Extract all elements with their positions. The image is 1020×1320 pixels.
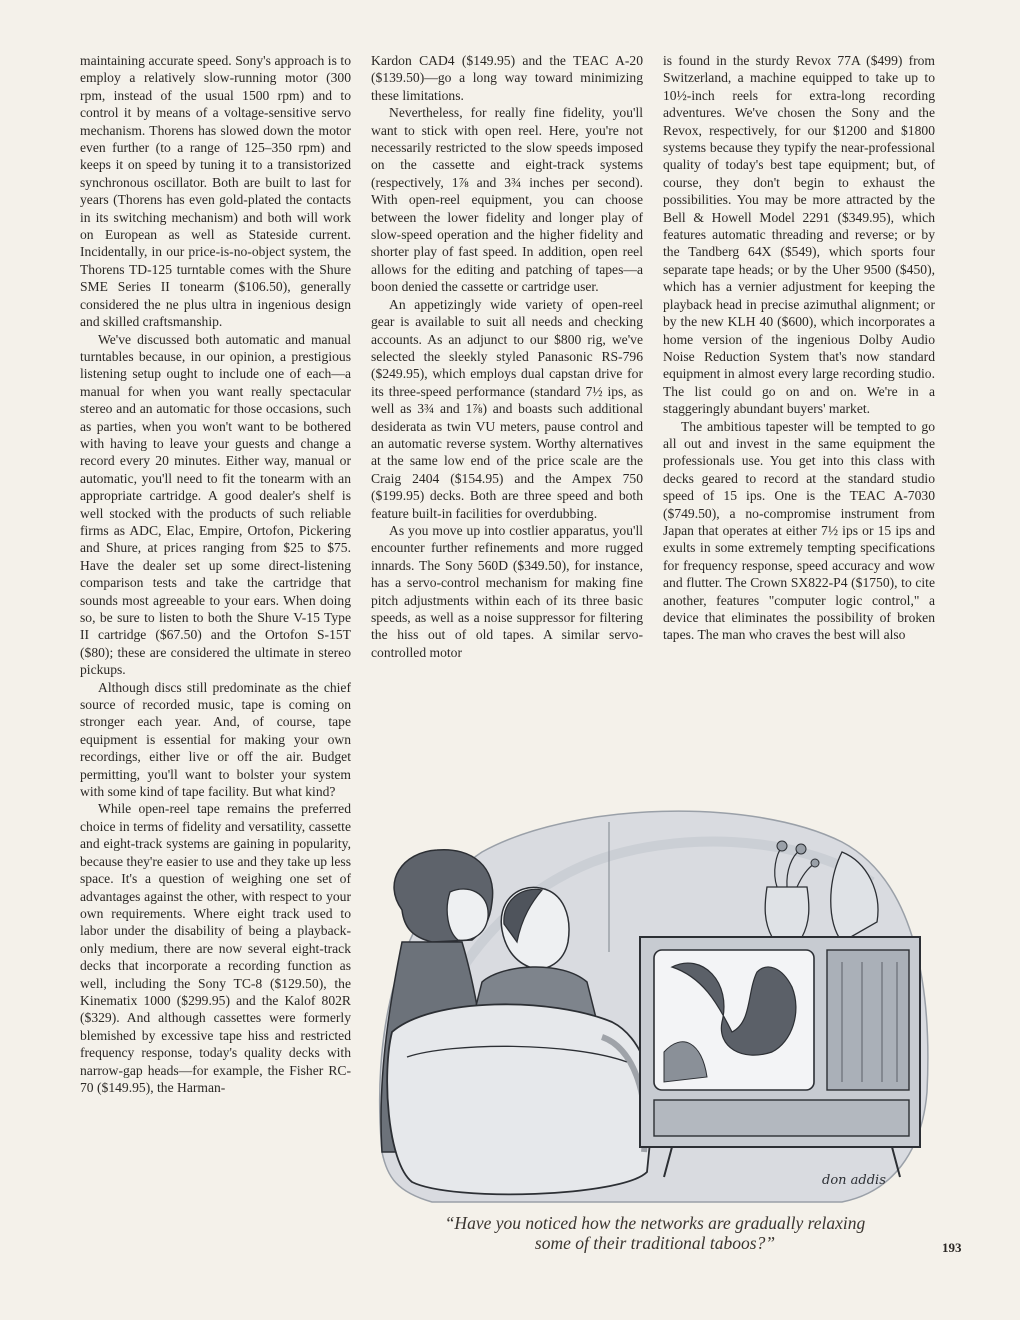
paragraph: We've discussed both automatic and manual turntables because, in our opinion, a prestigious listening setup ought to include one of each—a manual for when you want really spectacular stereo and an automatic for those occasions, such as parties, when you won't want to be bothered with having to leave your guests and change a record every 20 minutes. Either way, manual or automatic, you'll need to fit the tonearm with an appropriate cartridge. A good dealer's shelf is well stocked with the products of such reliable firms as ADC, Elac, Empire, Ortofon, Pickering and Shure, at prices ranging from $25 to $75. Have the dealer set up some direct-listening comparison tests and take the cartridge that sounds most agreeable to your ears. When doing so, be sure to listen to both the Shure V-15 Type II cartridge ($67.50) and the Ortofon S-15T ($80); these are considered the ultimate in stereo pickups.	[80, 331, 351, 678]
paragraph: is found in the sturdy Revox 77A ($499) from Switzerland, a machine equipped to take up to 10½-inch reels for extra-long recording adventures. We've chosen the Sony and the Revox, respectively, for our $1200 and $1800 systems because they typify the near-professional quality of today's best tape equipment; but, of course, they don't begin to exhaust the possibilities. You may be more attracted by the Bell & Howell Model 2291 ($349.95), which features automatic threading and reverse; or by the Tandberg 64X ($549), which sports four separate tape heads; or by the Uher 9500 ($450), which has a vernier adjustment for keeping the playback head in precise azimuthal alignment; or by the new KLH 40 ($600), which incorporates a home version of the ingenious Dolby Audio Noise Reduction System that's now standard equipment in almost every large recording studio. The list could go on and on. We're in a staggeringly abundant buyers' market.	[663, 53, 935, 417]
caption-line-2: some of their traditional taboos?”	[534, 1233, 776, 1253]
paragraph: An appetizingly wide variety of open-reel gear is available to suit all needs and checking accounts. As an adjunct to our $800 rig, we've selected the sleekly styled Panasonic RS-796 ($249.95), which employs dual capstan drive for its three-speed performance (standard 7½ ips, as well as 3¾ and 1⅞) and boasts such additional desiderata as twin VU meters, pause control and an automatic reverse system. Worthy alternatives at the same low end of the price scale are the Craig 2404 ($154.95) and the Ampex 750 ($199.95) decks. Both are three speed and both feature built-in facilities for overdubbing.	[371, 296, 643, 521]
article-column-2	[371, 52, 643, 752]
paragraph: Although discs still predominate as the chief source of recorded music, tape is coming on stronger each year. And, of course, tape equipment is essential for making your own recordings, either live or off the air. Budget permitting, you'll want to bolster your system with some kind of tape facility. But what kind?	[80, 679, 351, 800]
paragraph: maintaining accurate speed. Sony's approach is to employ a relatively slow-running motor (300 rpm, instead of the usual 1500 rpm) and to control it by means of a voltage-sensitive servo mechanism. Thorens has slowed down the motor even further (to a range of 125–350 rpm) and keeps it on speed by tuning it to a transistorized synchronous oscillator. Both are built to last for years (Thorens has even gold-plated the contacts in its switching mechanism) and both will work on European as well as Stateside current. Incidentally, in our price-is-no-object system, the Thorens TD-125 turntable comes with the Shure SME Series II tonearm ($106.50), generally considered the ne plus ultra in ingenious design and skilled craftsmanship.	[80, 53, 351, 330]
cartoon-illustration	[372, 792, 938, 1212]
paragraph: The ambitious tapester will be tempted to go all out and invest in the same equipment the professionals use. You get into this class with decks geared to record at the standard studio speed of 15 ips. One is the TEAC A-7030 ($749.50), a no-compromise instrument from Japan that operates at either 7½ ips or 15 ips and exults in some extremely tempting specifications for frequency response, speed accuracy and wow and flutter. The Crown SX822-P4 ($1750), to cite another, features "computer logic control," a device that eliminates the possibility of broken tapes. The man who craves the best will also	[663, 418, 935, 643]
cartoon-caption	[360, 1213, 950, 1253]
article-column-1	[80, 52, 351, 1237]
paragraph: Kardon CAD4 ($149.95) and the TEAC A-20 ($139.50)—go a long way toward minimizing these limitations.	[371, 53, 643, 103]
article-column-3	[663, 52, 935, 752]
cartoon-signature: don addis	[822, 1173, 886, 1188]
paragraph: As you move up into costlier apparatus, you'll encounter further refinements and more rugged innards. The Sony 560D ($349.50), for instance, has a servo-control mechanism for making fine pitch adjustments within each of its three basic speeds, as well as a noise suppressor for filtering the hiss out of old tapes. A similar servo-controlled motor	[371, 522, 643, 660]
page-number: 193	[942, 1240, 962, 1255]
television-console	[640, 937, 920, 1177]
paragraph: Nevertheless, for really fine fidelity, you'll want to stick with open reel. Here, you're not necessarily restricted to the slow speeds imposed on the cassette and eight-track systems (respectively, 1⅞ and 3¾ inches per second). With open-reel equipment, you can choose between the lower fidelity and longer play of slow-speed operation and the higher fidelity and shorter play of fast speed. In addition, open reel allows for the editing and patching of tapes—a boon denied the cassette or cartridge user.	[371, 105, 643, 295]
caption-line-1: “Have you noticed how the networks are gradually relaxing	[444, 1213, 866, 1233]
paragraph: While open-reel tape remains the preferred choice in terms of fidelity and versatility, cassette and eight-track systems are gaining in popularity, because they're easier to use and they take up less space. It's a question of weighing one set of advantages against the other, with respect to your own requirements. Where eight track used to labor under the disability of being a playback-only medium, there are now several eight-track decks that incorporate a recording function as well, including the Sony TC-8 ($129.50), the Kinematix 1000 ($299.95) and the Kalof 802R ($329). And although cassettes were formerly blemished by excessive tape hiss and restricted frequency response, today's quality decks with narrow-gap heads—for example, the Fisher RC-70 ($149.95), the Harman-	[80, 801, 351, 1095]
sofa	[387, 1004, 653, 1194]
